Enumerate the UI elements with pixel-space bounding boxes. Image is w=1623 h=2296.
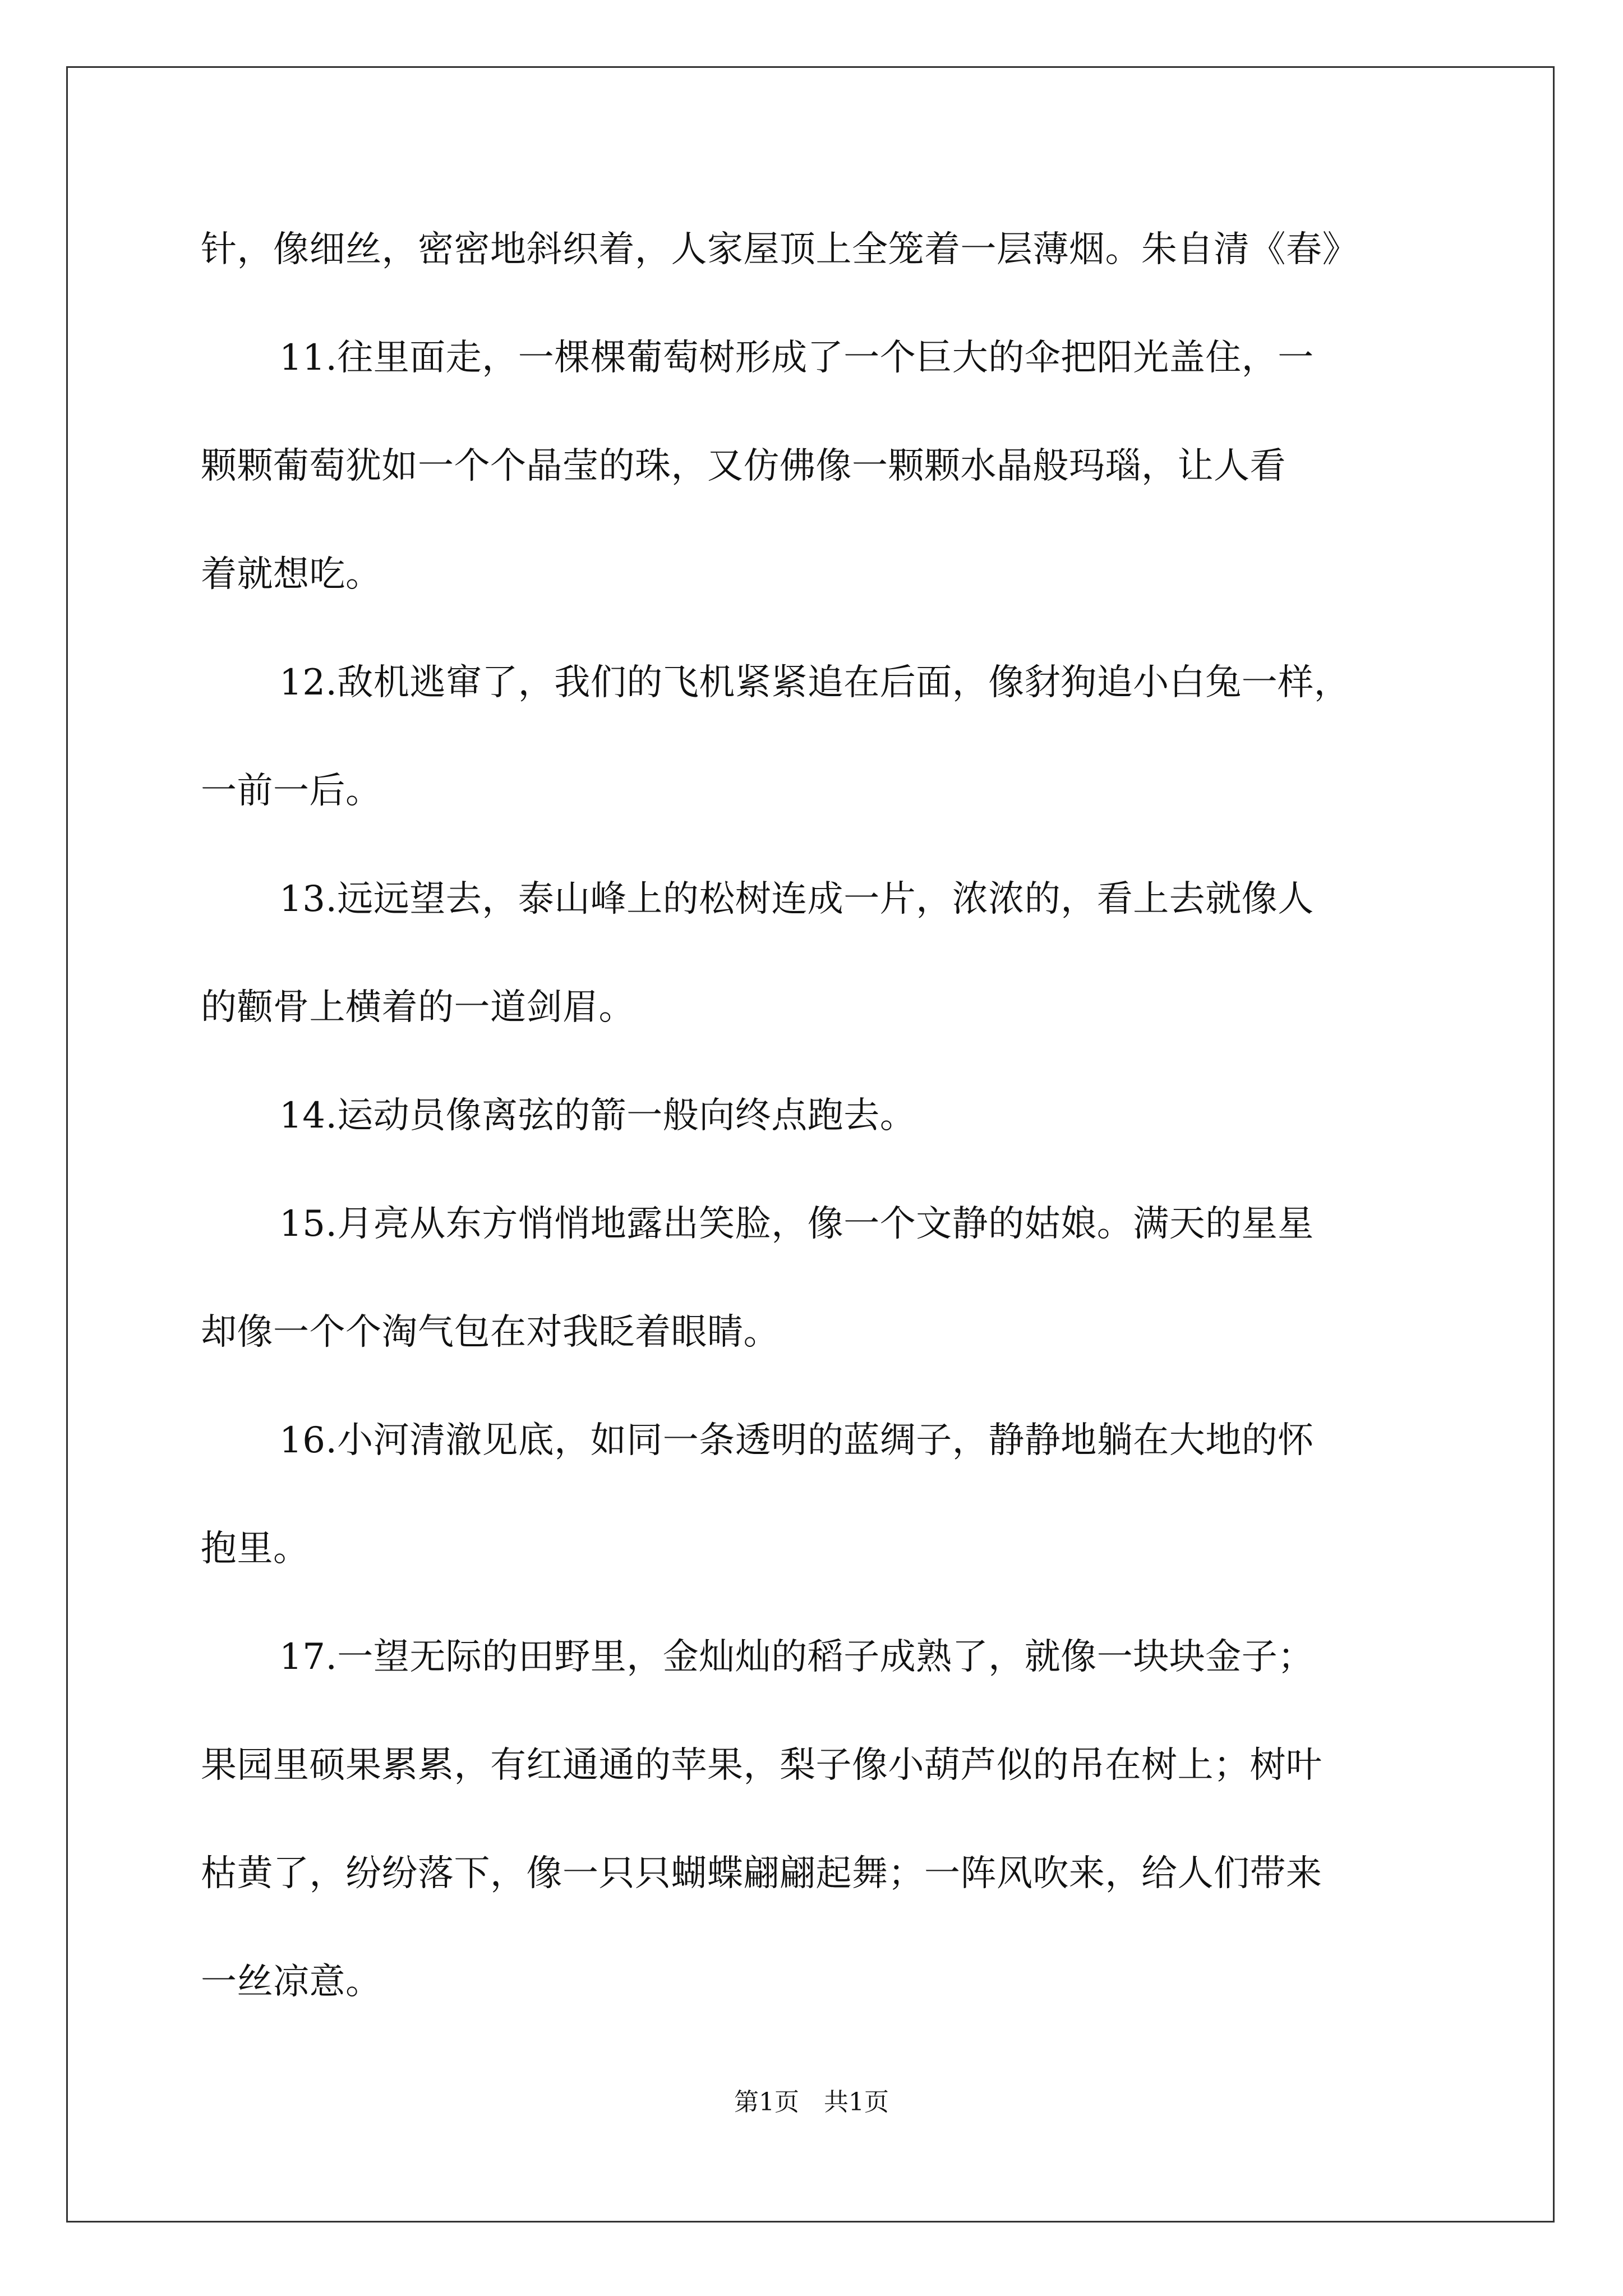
text-line: 一前一后。 (201, 770, 382, 812)
text-line: 的颧骨上横着的一道剑眉。 (201, 987, 635, 1028)
text-line: 却像一个个淘气包在对我眨着眼睛。 (201, 1312, 780, 1353)
text-line: 12.敌机逃窜了，我们的飞机紧紧追在后面，像豺狗追小白兔一样， (279, 662, 1350, 703)
text-line: 16.小河清澈见底，如同一条透明的蓝绸子，静静地躺在大地的怀 (279, 1420, 1314, 1461)
text-line: 11.往里面走，一棵棵葡萄树形成了一个巨大的伞把阳光盖住，一 (279, 337, 1314, 379)
text-line: 17.一望无际的田野里，金灿灿的稻子成熟了，就像一块块金子； (279, 1636, 1314, 1678)
text-line: 一丝凉意。 (201, 1961, 382, 2003)
text-line: 着就想吃。 (201, 554, 382, 595)
text-line: 果园里硕果累累，有红通通的苹果，梨子像小葫芦似的吊在树上；树叶 (201, 1745, 1322, 1786)
text-line: 抱里。 (201, 1528, 310, 1570)
text-line: 14.运动员像离弦的箭一般向终点跑去。 (279, 1095, 916, 1137)
text-line: 枯黄了，纷纷落下，像一只只蝴蝶翩翩起舞；一阵风吹来，给人们带来 (201, 1853, 1322, 1894)
text-line: 颗颗葡萄犹如一个个晶莹的珠，又仿佛像一颗颗水晶般玛瑙，让人看 (201, 445, 1286, 487)
text-line: 15.月亮从东方悄悄地露出笑脸，像一个文静的姑娘。满天的星星 (279, 1203, 1314, 1245)
page-border (66, 66, 1555, 2223)
text-line: 13.远远望去，泰山峰上的松树连成一片，浓浓的，看上去就像人 (279, 878, 1314, 920)
text-line: 针，像细丝，密密地斜织着，人家屋顶上全笼着一层薄烟。朱自清《春》 (201, 229, 1358, 270)
page-footer: 第1页 共1页 (734, 2088, 889, 2116)
